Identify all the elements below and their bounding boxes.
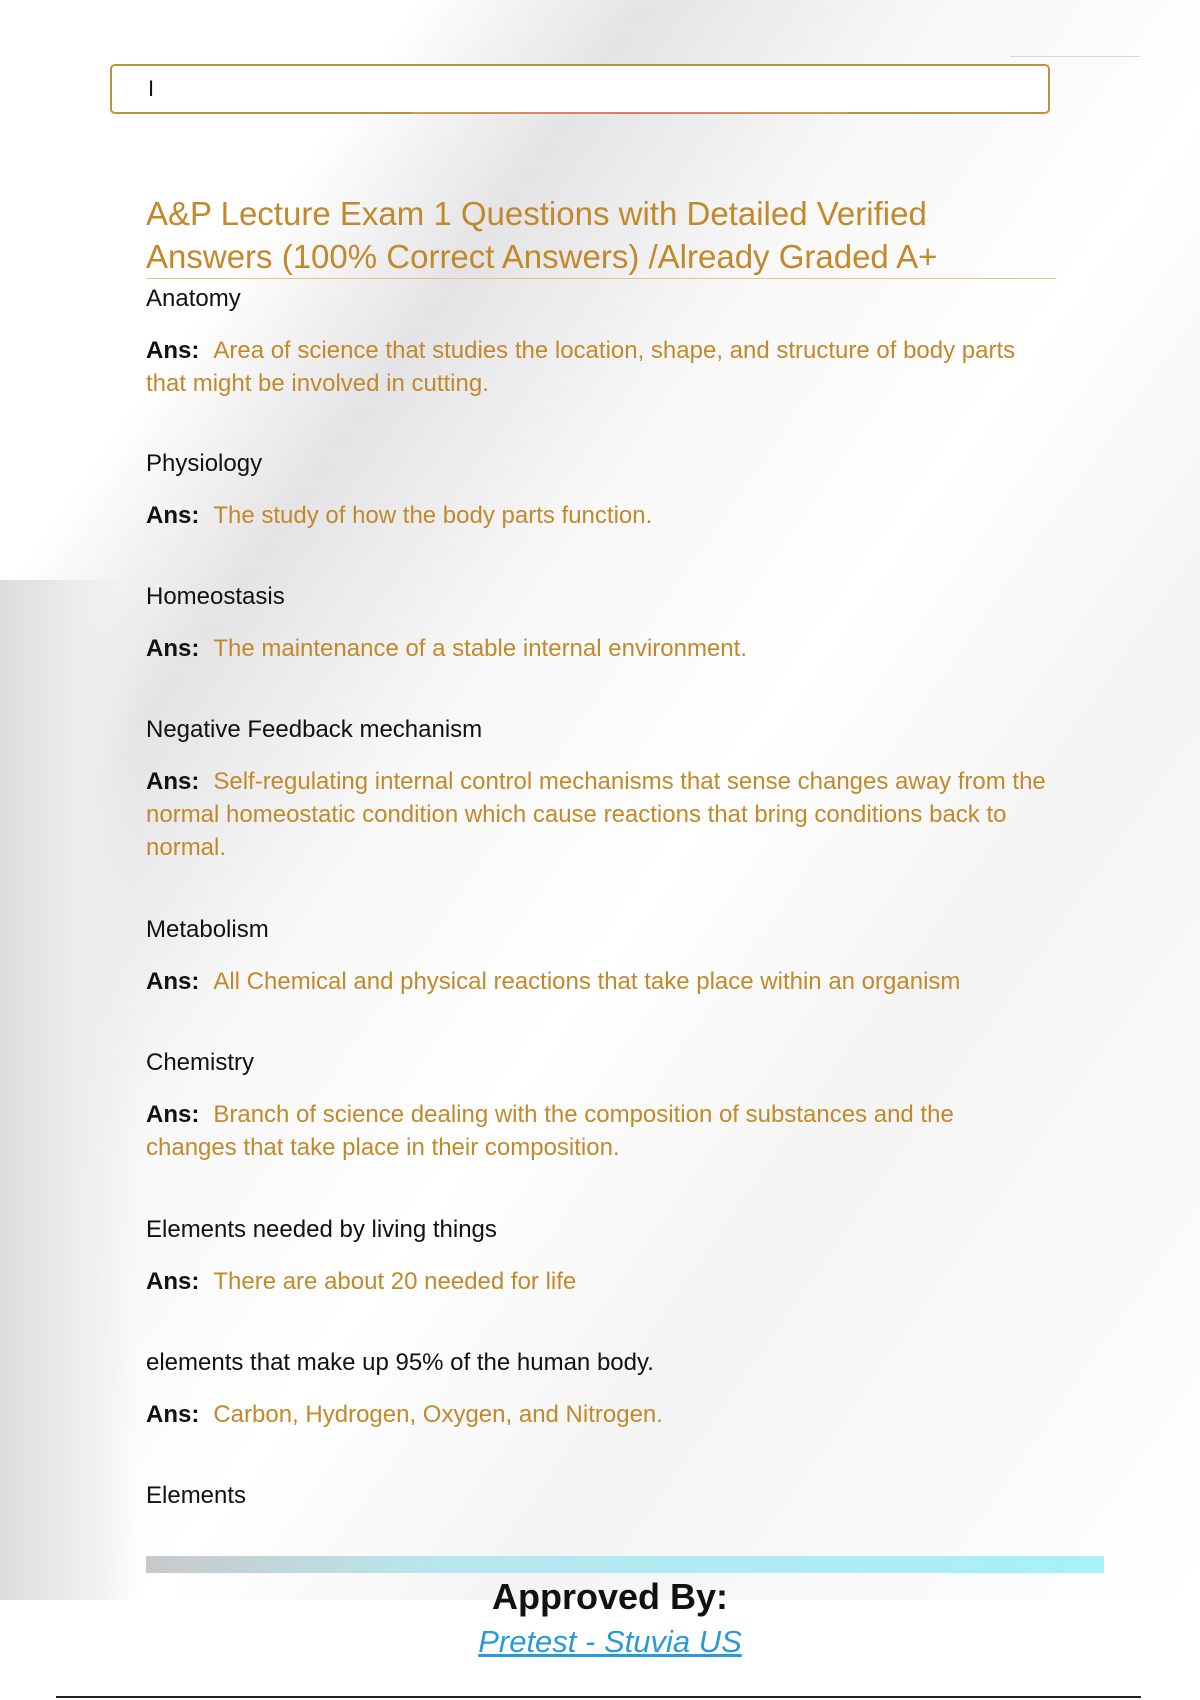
answer-line [146, 1098, 1046, 1164]
answer-label: Ans: [146, 1101, 200, 1128]
answer-text: The maintenance of a stable internal environment. [213, 635, 747, 662]
answer-label: Ans: [146, 502, 200, 529]
answer-text: Carbon, Hydrogen, Oxygen, and Nitrogen. [213, 1401, 663, 1428]
answer-line [146, 765, 1046, 864]
question-text: Elements [146, 1482, 247, 1509]
answer-line [146, 1265, 1046, 1298]
question-text: Anatomy [146, 285, 241, 312]
answer-text: Area of science that studies the location, shape, and structure of body parts that might be involved in cutting. [146, 337, 1016, 397]
footer-bar [146, 1556, 1104, 1573]
question-text: Chemistry [146, 1049, 255, 1076]
qa-item-homeostasis [146, 582, 1046, 665]
answer-text: Branch of science dealing with the composition of substances and the changes that take place in their composition. [146, 1101, 954, 1161]
approved-by-label: Approved By: [491, 1576, 729, 1617]
answer-text: There are about 20 needed for life [213, 1268, 577, 1295]
header-text: I [148, 76, 155, 101]
answer-text: The study of how the body parts function. [213, 502, 653, 529]
answer-line [146, 334, 1046, 400]
qa-item-physiology [146, 449, 1046, 532]
answer-label: Ans: [146, 337, 200, 364]
answer-line [146, 632, 1046, 665]
answer-line [146, 965, 1046, 998]
title-divider [146, 278, 1056, 279]
qa-item-negative-feedback [146, 715, 1046, 864]
top-rule [1010, 56, 1140, 57]
question-text: elements that make up 95% of the human body. [146, 1349, 654, 1376]
question-text: Metabolism [146, 916, 269, 943]
answer-label: Ans: [146, 1401, 200, 1428]
question-text: Physiology [146, 450, 263, 477]
question-text: Homeostasis [146, 583, 285, 610]
answer-label: Ans: [146, 768, 200, 795]
answer-line [146, 499, 1046, 532]
page-shadow [0, 580, 140, 1600]
answer-text: Self-regulating internal control mechanisms that sense changes away from the normal homeostatic condition which cause reactions that bring conditions back to normal. [146, 768, 1046, 861]
answer-label: Ans: [146, 968, 200, 995]
question-text: Elements needed by living things [146, 1216, 497, 1243]
answer-text: All Chemical and physical reactions that take place within an organism [213, 968, 961, 995]
qa-item-elements-95 [146, 1348, 1046, 1431]
qa-item-elements [146, 1481, 1046, 1511]
answer-label: Ans: [146, 635, 200, 662]
bottom-rule [56, 1696, 1141, 1698]
qa-item-chemistry [146, 1048, 1046, 1164]
header-box [110, 64, 1050, 114]
question-text: Negative Feedback mechanism [146, 716, 483, 743]
answer-line [146, 1398, 1046, 1431]
qa-item-metabolism [146, 915, 1046, 998]
approver-link[interactable]: Pretest - Stuvia US [478, 1624, 742, 1659]
answer-label: Ans: [146, 1268, 200, 1295]
qa-item-anatomy [146, 284, 1046, 400]
qa-item-elements-needed [146, 1215, 1046, 1298]
document-title: A&P Lecture Exam 1 Questions with Detailed Verified Answers (100% Correct Answers) /Already Graded A+ [146, 195, 938, 275]
